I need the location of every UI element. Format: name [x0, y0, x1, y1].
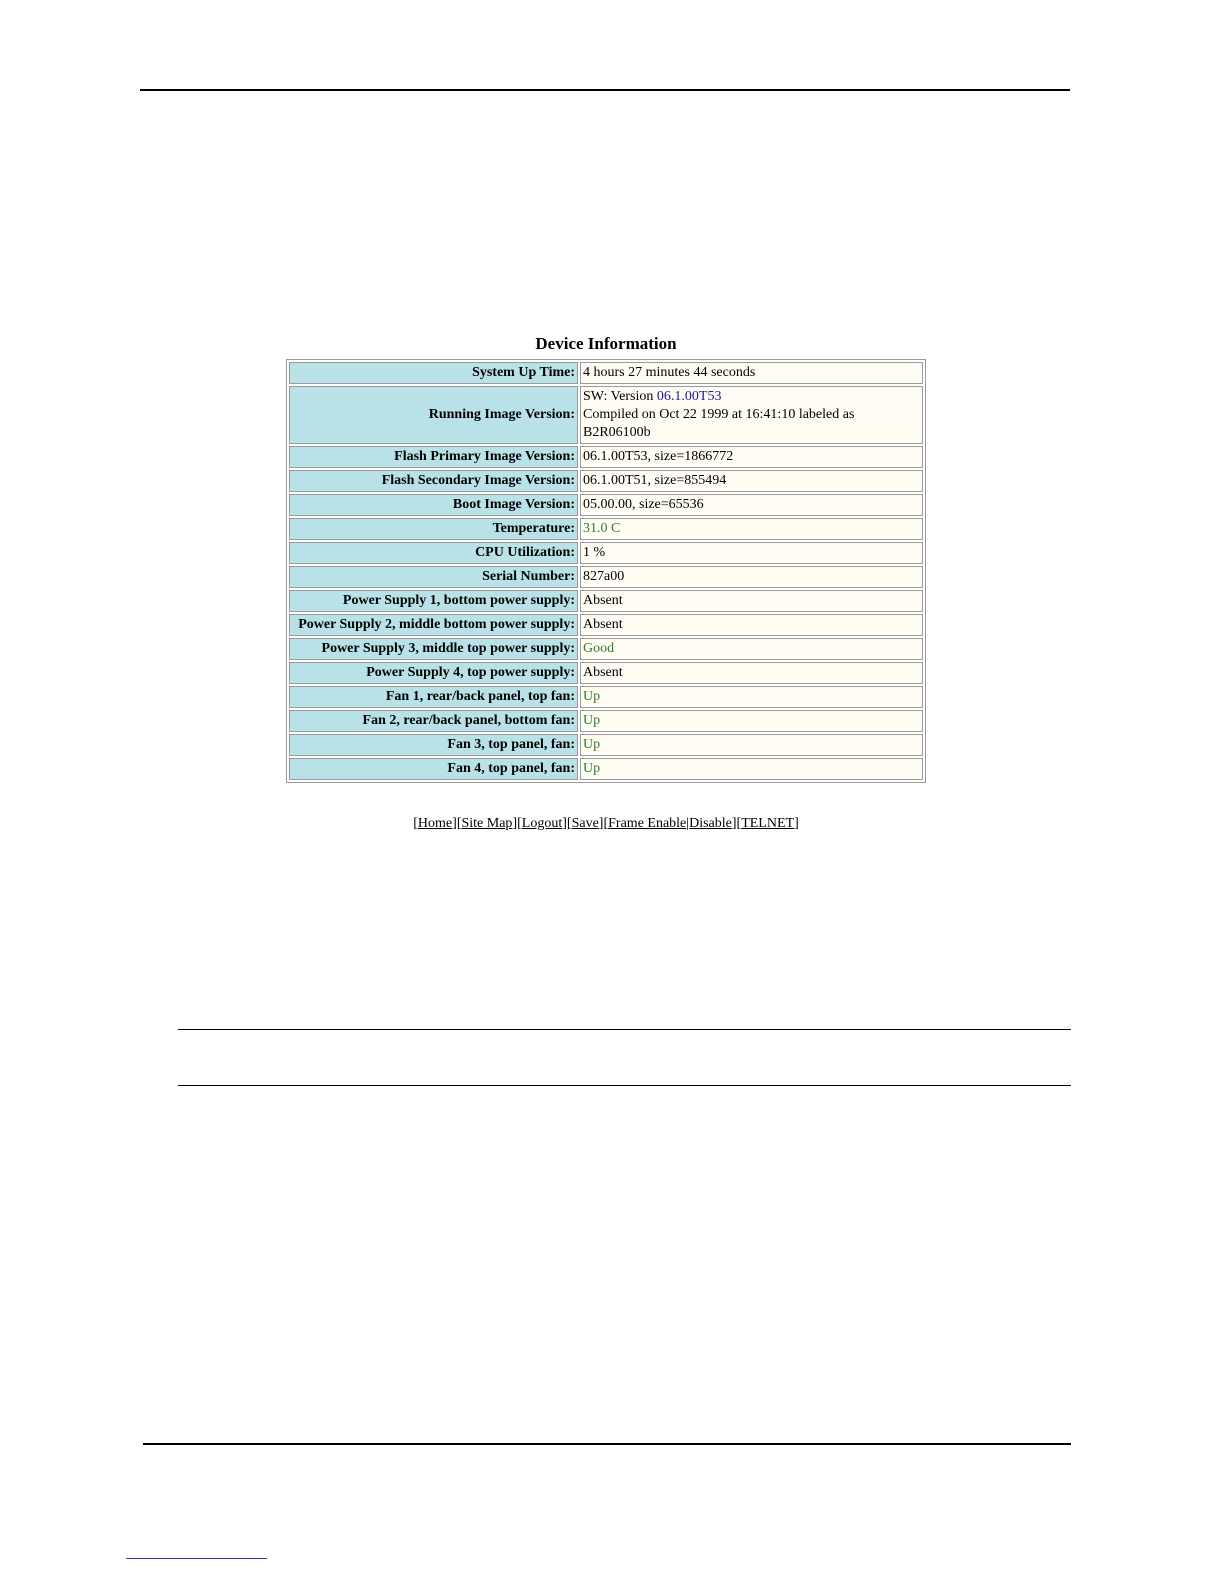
home-link[interactable]: [Home]	[413, 816, 457, 831]
image-label: B2R06100b	[583, 425, 651, 440]
row-label: Boot Image Version:	[289, 494, 578, 516]
row-label: Flash Primary Image Version:	[289, 446, 578, 468]
row-label: Fan 2, rear/back panel, bottom fan:	[289, 710, 578, 732]
row-label: System Up Time:	[289, 362, 578, 384]
section-divider-bottom	[178, 1085, 1071, 1086]
power-supply-1-value: Absent	[580, 590, 923, 612]
row-label: Power Supply 3, middle top power supply:	[289, 638, 578, 660]
row-label: Fan 1, rear/back panel, top fan:	[289, 686, 578, 708]
footer-link-underline	[126, 1558, 267, 1559]
table-row	[289, 638, 923, 660]
save-link[interactable]: [Save]	[566, 816, 604, 831]
table-row	[289, 446, 923, 468]
table-row	[289, 590, 923, 612]
table-row	[289, 614, 923, 636]
fan-4-value: Up	[580, 758, 923, 780]
table-row	[289, 494, 923, 516]
row-label: Serial Number:	[289, 566, 578, 588]
temperature-value: 31.0 C	[580, 518, 923, 540]
table-row	[289, 566, 923, 588]
flash-secondary-value: 06.1.00T51, size=855494	[580, 470, 923, 492]
table-row	[289, 686, 923, 708]
row-label: Flash Secondary Image Version:	[289, 470, 578, 492]
boot-image-value: 05.00.00, size=65536	[580, 494, 923, 516]
table-row	[289, 362, 923, 384]
fan-2-value: Up	[580, 710, 923, 732]
bottom-rule	[143, 1443, 1071, 1445]
serial-number-value: 827a00	[580, 566, 923, 588]
row-label: Fan 4, top panel, fan:	[289, 758, 578, 780]
device-info-table	[286, 359, 926, 783]
row-label: Running Image Version:	[289, 386, 578, 444]
power-supply-4-value: Absent	[580, 662, 923, 684]
table-row	[289, 542, 923, 564]
top-rule	[140, 89, 1070, 91]
table-row	[289, 758, 923, 780]
compiled-info: Compiled on Oct 22 1999 at 16:41:10 labeled as	[583, 407, 855, 422]
row-label: Power Supply 1, bottom power supply:	[289, 590, 578, 612]
sw-version-prefix: SW: Version	[583, 389, 657, 404]
sw-version-number: 06.1.00T53	[656, 389, 722, 404]
logout-link[interactable]: [Logout]	[517, 816, 567, 831]
row-label: Power Supply 4, top power supply:	[289, 662, 578, 684]
nav-links-bar	[0, 816, 1212, 832]
running-image-version-value	[580, 386, 923, 444]
section-divider-top	[178, 1029, 1071, 1030]
cpu-utilization-value: 1 %	[580, 542, 923, 564]
table-row	[289, 734, 923, 756]
row-label: Power Supply 2, middle bottom power supply:	[289, 614, 578, 636]
table-row	[289, 518, 923, 540]
frame-disable-link[interactable]: |Disable]	[686, 816, 737, 831]
row-label: Temperature:	[289, 518, 578, 540]
frame-enable-link[interactable]: [Frame Enable	[603, 816, 687, 831]
fan-1-value: Up	[580, 686, 923, 708]
power-supply-2-value: Absent	[580, 614, 923, 636]
table-row	[289, 470, 923, 492]
power-supply-3-value: Good	[580, 638, 923, 660]
site-map-link[interactable]: [Site Map]	[456, 816, 518, 831]
page-title: Device Information	[535, 334, 677, 353]
system-up-time-value: 4 hours 27 minutes 44 seconds	[580, 362, 923, 384]
row-label: Fan 3, top panel, fan:	[289, 734, 578, 756]
row-label: CPU Utilization:	[289, 542, 578, 564]
table-row	[289, 662, 923, 684]
flash-primary-value: 06.1.00T53, size=1866772	[580, 446, 923, 468]
table-row	[289, 386, 923, 444]
table-row	[289, 710, 923, 732]
telnet-link[interactable]: [TELNET]	[736, 816, 799, 831]
fan-3-value: Up	[580, 734, 923, 756]
